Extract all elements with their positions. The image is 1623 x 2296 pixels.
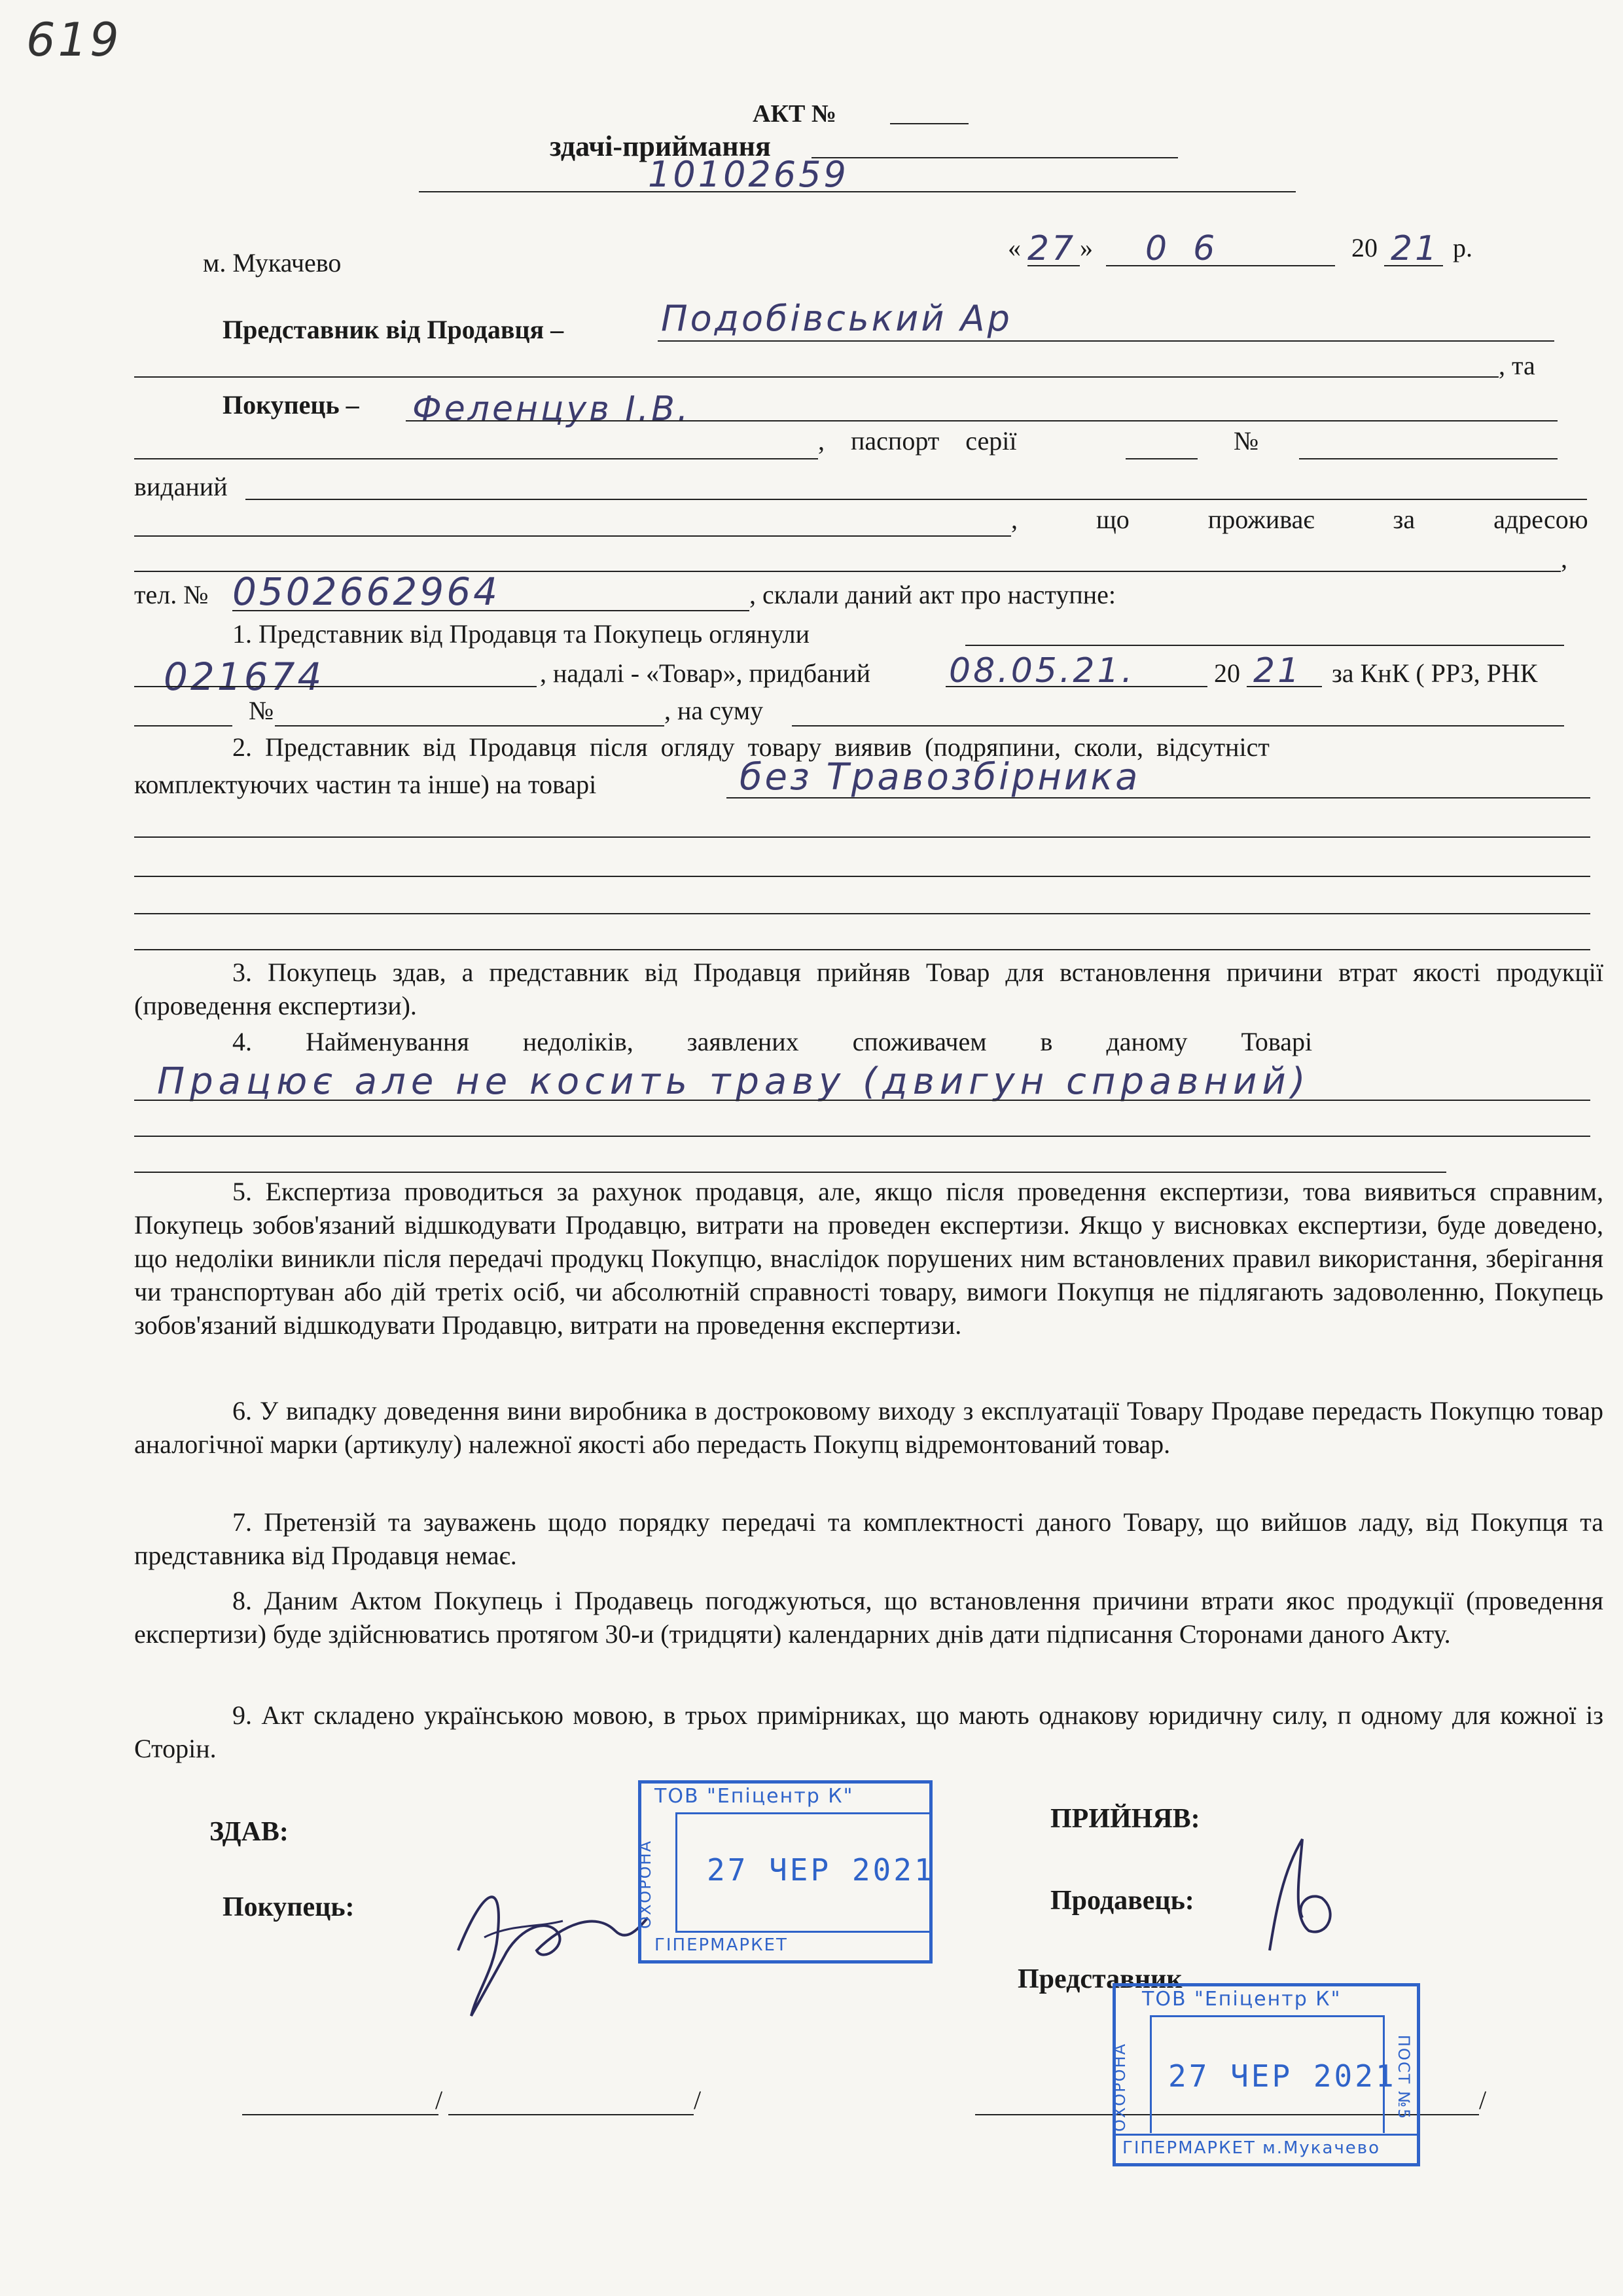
passport-label: , паспорт серії [818, 426, 1017, 456]
stamp2-divider-bottom [1116, 2134, 1417, 2136]
item1-line1-blank [965, 645, 1564, 646]
year-suffix: 21 [1391, 229, 1440, 268]
handed-label: ЗДАВ: [209, 1817, 289, 1847]
residence-prefix-line [134, 535, 1011, 537]
subtitle-line [812, 157, 1178, 158]
item2-line1: 2. Представник від Продавця після огляду товару виявив (подряпини, сколи, відсутніст [232, 732, 1270, 762]
year-end: р. [1453, 233, 1472, 262]
accepted-label: ПРИЙНЯВ: [1050, 1804, 1200, 1834]
buyer-signature-label: Покупець: [223, 1892, 355, 1922]
day-line [1027, 265, 1080, 266]
stamp2-divider-left [1150, 2015, 1152, 2133]
phone-value: 0502662964 [232, 569, 501, 614]
item1-year-line [1247, 686, 1322, 687]
seller-signature-label: Продавець: [1050, 1886, 1194, 1916]
act-title: АКТ № [753, 100, 837, 128]
number-line [419, 191, 1296, 192]
and-word: , та [1499, 351, 1535, 380]
item1-called: , надалі - «Товар», придбаний [540, 658, 871, 688]
representative-label: Представник [1018, 1964, 1183, 1994]
quote-close: » [1080, 233, 1093, 262]
stamp2-top: ТОВ "Епіцентр К" [1142, 1988, 1342, 2011]
drafted-text: , склали даний акт про наступне: [749, 580, 1116, 609]
item4-value: Працює але не косить траву (двигун справний) [157, 1060, 1311, 1103]
item1-year-prefix: 20 [1214, 658, 1240, 688]
item1-code-line [134, 686, 537, 687]
item2-value-line [726, 797, 1590, 798]
item7 [134, 1505, 1603, 1572]
item4-label: 4. Найменування недоліків, заявлених споживачем в даному Товарі [232, 1027, 1313, 1056]
stamp1-bottom: ГІПЕРМАРКЕТ [654, 1935, 788, 1955]
buyer-sign-slash-2: / [694, 2085, 702, 2115]
item1-date-line [946, 686, 1207, 687]
buyer-sign-slash-1: / [435, 2085, 443, 2115]
address-comma: , [1561, 544, 1567, 573]
item6-text: 6. У випадку доведення вини виробника в достроковому виходу з експлуатації Товару Продаве передасть Покупцю товар аналогічної марки (артикулу) належної якості або передасть Покупц відремонтований товар. [134, 1396, 1603, 1459]
item4-line-2 [134, 1136, 1590, 1137]
issued-label: виданий [134, 472, 228, 501]
item2-line2: комплектуючих частин та інше) на товарі [134, 770, 597, 799]
residence-label: , що проживає за адресою [1011, 505, 1588, 534]
stamp1-divider-left [675, 1814, 677, 1931]
phone-line [232, 610, 749, 611]
security-stamp-2 [1113, 1983, 1420, 2166]
seller-signature [1230, 1826, 1342, 1957]
item1-code: 021674 [164, 655, 325, 699]
item1-receipt: за КнК ( РРЗ, РНК [1332, 658, 1538, 688]
item4-line-3 [134, 1172, 1446, 1173]
item2-value: без Травозбірника [740, 756, 1141, 798]
item7-text: 7. Претензій та зауважень щодо порядку передачі та комплектності даного Товару, що вийшов ладу, від Покупця та представника від Продавця немає. [134, 1507, 1603, 1570]
item1-year-suffix: 21 [1253, 651, 1302, 691]
buyer-sign-line-2 [448, 2114, 694, 2115]
security-stamp-1 [638, 1780, 933, 1964]
act-number-handwritten: 10102659 [648, 154, 849, 195]
act-subtitle: здачі-приймання [550, 130, 771, 162]
item1-num: № [249, 696, 274, 725]
item2-blank-1 [134, 836, 1590, 838]
item1-sum-line [792, 725, 1564, 726]
item8-text: 8. Даним Актом Покупець і Продавець погоджуються, що встановлення причини втрати якос продукції (проведення експертизи) буде здійснюватись протягом 30-и (тридцяти) календарних днів дати підписання Сторонами даного Акту. [134, 1586, 1603, 1649]
item1-sum: , на суму [664, 696, 764, 725]
passport-number-sign: № [1234, 426, 1259, 456]
item8 [134, 1584, 1603, 1651]
corner-note: 619 [26, 13, 122, 67]
item5-text: 5. Експертиза проводиться за рахунок продавця, але, якщо після проведення експертизи, това виявиться справним, Покупець зобов'язаний відшкодувати Продавцю, витрати на проведен експертизи. Якщо у висновках експертизи, буде доведено, що недоліки виникли після передачі продукц Покупцю, внаслідок порушених ним встановлених правил використання, зберігання чи транспортуван або дій третіх осіб, чи абсолютній справності товару, вимоги Покупця не підлягають задоволенню, Покупець зобов'язаний відшкодувати Продавцю, витрати на проведення експертизи. [134, 1177, 1603, 1340]
item9-text: 9. Акт складено українською мовою, в трьох примірниках, що мають однакову юридичну силу, п одному для кожної із Сторін. [134, 1700, 1603, 1763]
quote-open: « [1008, 233, 1021, 262]
month-line [1106, 265, 1335, 266]
item4-line-1 [134, 1100, 1590, 1101]
phone-label: тел. № [134, 580, 209, 609]
stamp2-right: ПОСТ №5 [1395, 2034, 1414, 2121]
buyer-label: Покупець – [223, 390, 359, 420]
buyer-name: Феленцув І.В. [412, 389, 691, 429]
stamp1-divider-top [675, 1812, 929, 1814]
item6 [134, 1394, 1603, 1461]
item3-text: 3. Покупець здав, а представник від Продавця прийняв Товар для встановлення причини втрат якості продукції (проведення експертизи). [134, 958, 1603, 1020]
stamp2-left: ОХОРОНА [1111, 2042, 1130, 2132]
seller-rep-label: Представник від Продавця – [223, 315, 564, 344]
item2-blank-4 [134, 949, 1590, 950]
stamp2-date: 27 ЧЕР 2021 [1168, 2058, 1397, 2094]
seller-rep-name: Подобівський Ар [661, 298, 1012, 339]
item1-line1: 1. Представник від Продавця та Покупець оглянули [232, 619, 810, 649]
seller-rep-line [658, 340, 1554, 342]
passport-prefix-line [134, 458, 818, 459]
item5 [134, 1175, 1603, 1342]
act-number-line [890, 123, 969, 124]
buyer-line [406, 420, 1558, 422]
stamp2-bottom: ГІПЕРМАРКЕТ м.Мукачево [1122, 2138, 1381, 2158]
date-month: 06 [1145, 229, 1241, 268]
item1-receipt-line [134, 725, 232, 726]
item2-blank-2 [134, 876, 1590, 877]
buyer-sign-line-1 [242, 2114, 438, 2115]
city: м. Мукачево [203, 248, 342, 278]
passport-number-line [1299, 458, 1558, 459]
item9 [134, 1698, 1603, 1765]
issued-line [245, 499, 1587, 500]
stamp1-date: 27 ЧЕР 2021 [707, 1852, 935, 1888]
year-line [1384, 265, 1443, 266]
stamp1-left: ОХОРОНА [636, 1839, 655, 1929]
date-day: 27 [1027, 229, 1077, 268]
item1-purchase-date: 08.05.21. [949, 651, 1135, 691]
stamp1-top: ТОВ "Епіцентр К" [654, 1785, 854, 1808]
seller-rep-line-2 [134, 376, 1499, 378]
item2-blank-3 [134, 913, 1590, 914]
item1-num-line [275, 725, 664, 726]
year-prefix: 20 [1351, 233, 1378, 262]
seller-sign-slash: / [1479, 2085, 1487, 2115]
stamp1-divider-bottom [675, 1931, 929, 1933]
item3 [134, 956, 1603, 1022]
buyer-signature [445, 1859, 654, 2029]
stamp2-divider-top [1150, 2015, 1383, 2017]
passport-series-line [1126, 458, 1198, 459]
